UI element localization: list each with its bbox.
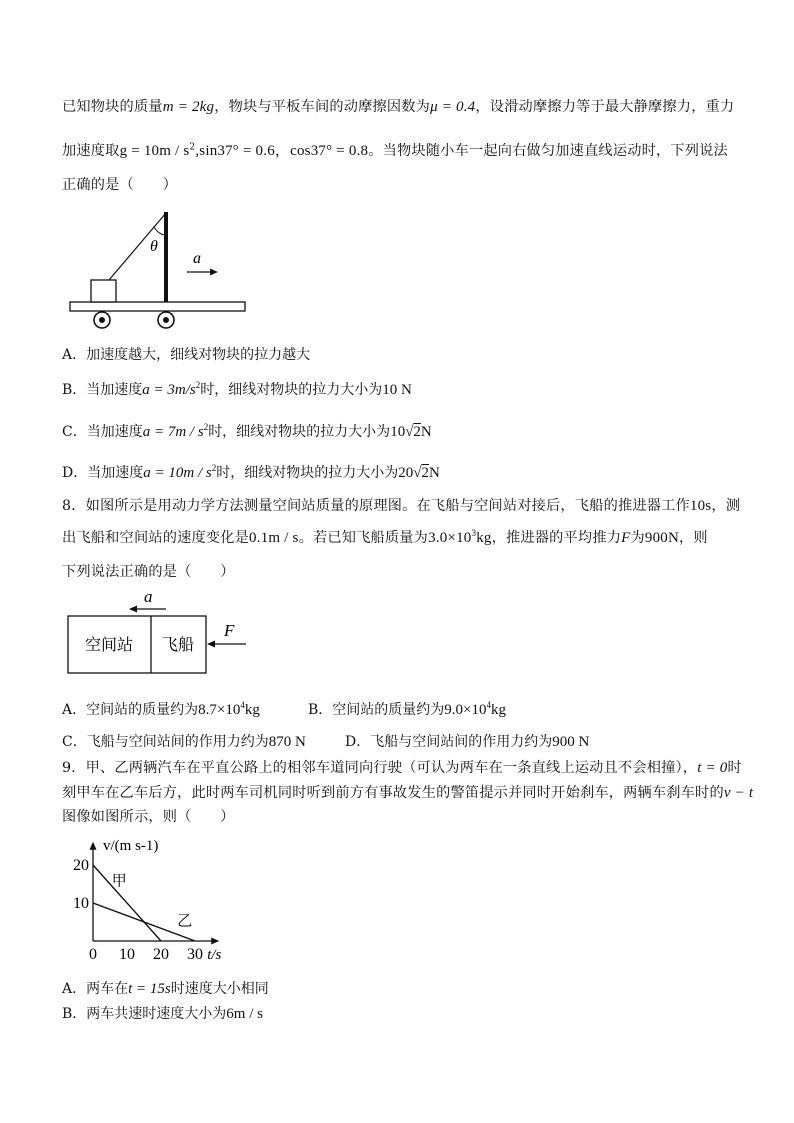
q9-text: 刻甲车在乙车后方，此时两车司机同时听到前方有事故发生的警笛提示并同时开始刹车，两辆车刹车时的: [62, 785, 724, 801]
q9-text: 时: [727, 760, 742, 776]
q8-line-1: [62, 495, 740, 515]
q7-option-a: A．加速度越大，细线对物块的拉力越大: [62, 347, 311, 363]
accel-arrow-head: [210, 269, 218, 276]
q7-stem-text: ，物块与平板车间的动摩擦因数为: [214, 99, 431, 115]
q8-text: 8．如图所示是用动力学方法测量空间站质量的原理图。在飞船与空间站对接后，飞船的推进器工作: [62, 498, 690, 514]
option-text: B．两车共速时速度大小为: [62, 1006, 227, 1022]
q7-cart-figure: [62, 205, 262, 335]
y-tick-label: 10: [73, 895, 89, 912]
coef: 20: [398, 465, 414, 481]
q8-accel-label: a: [144, 587, 153, 606]
q9-option-b: [62, 1003, 263, 1023]
q7-cos: ，cos37° = 0.8: [274, 143, 369, 159]
q7-b-answer: 10 N: [382, 382, 412, 398]
series-label-2: 乙: [177, 913, 193, 930]
q7-c-answer: 10√2N: [390, 424, 432, 440]
y-axis-label: v/(m s-1): [103, 838, 159, 854]
q8-option-a: [62, 699, 260, 719]
option-text: A．两车在: [62, 981, 129, 997]
q8-text: 为: [630, 530, 645, 546]
chart-axes: [90, 842, 220, 945]
q9-text: 9．甲、乙两辆汽车在平直公路上的相邻车道同向行驶（可认为两车在一条直线上运动且不会相撞），: [62, 760, 698, 776]
q8-option-c: [62, 731, 306, 751]
ship-label: 飞船: [161, 637, 195, 654]
x-axis-arrow: [211, 938, 219, 945]
q7-option-b: [62, 379, 412, 399]
unit: kg: [491, 702, 507, 718]
q7-mu: μ = 0.4: [430, 99, 476, 115]
q9-line-2: [62, 782, 753, 802]
q9-option-a: [62, 978, 269, 998]
cart-wheel-left-hub: [99, 317, 105, 323]
force-arrow-head: [207, 641, 215, 648]
x-axis-label: t/s: [207, 947, 222, 963]
y-axis-arrow: [90, 842, 97, 850]
option-text: D．飞船与空间站间的作用力约为: [345, 734, 553, 750]
x-tick-label: 20: [153, 946, 169, 963]
q8-force-value: 900N: [644, 530, 680, 546]
q8-text: ，测: [711, 498, 741, 514]
q7-option-d: D．当加速度$a = 10m / s^2$时，细线对物块的拉力大小为20√2N: [62, 463, 440, 481]
q7-stem-text: ，设滑动摩擦力等于最大静摩擦力，重力: [475, 99, 735, 115]
option-text: 时，细线对物块的拉力大小为: [208, 424, 391, 440]
series-line-1: [93, 865, 161, 941]
x-tick-label: 30: [187, 946, 203, 963]
q7-stem-text: 已知物块的质量: [62, 99, 163, 115]
cart-platform: [70, 302, 245, 311]
option-text: 时，细线对物块的拉力大小为: [200, 382, 383, 398]
q7-mass: m = 2kg: [162, 99, 215, 115]
option-text: 时，细线对物块的拉力大小为: [216, 465, 399, 481]
q8-line-2: [62, 527, 708, 547]
q9-vt: v − t: [723, 785, 754, 801]
exponent: 4: [486, 700, 492, 710]
q7-d-answer: 20√2N: [398, 465, 440, 481]
q8-time: 10s: [689, 498, 712, 514]
block: [91, 280, 116, 302]
option-text: C．飞船与空间站间的作用力约为: [62, 734, 269, 750]
q8-option-d: [345, 731, 589, 751]
q7-option-c: C．当加速度$a = 7m / s^2$时，细线对物块的拉力大小为10√2N: [62, 422, 432, 440]
q7-d-accel: a = 10m / s: [143, 465, 212, 481]
q9-t0: t = 0: [697, 760, 728, 776]
q7-b-accel: a = 3m/s: [142, 382, 196, 398]
unit: N: [420, 424, 432, 440]
q8-force-label: F: [224, 621, 235, 640]
angle-label: θ: [150, 238, 158, 255]
q7-c-accel: a = 7m / s: [142, 424, 204, 440]
q7-gravity: g = 10m / s: [119, 143, 190, 159]
coef: 10: [390, 424, 406, 440]
unit: N: [428, 465, 440, 481]
q9-line-3: 图像如图所示，则（ ）: [62, 809, 235, 825]
option-text: B．当加速度: [62, 382, 143, 398]
station-label: 空间站: [84, 637, 134, 654]
q9-vt-chart: [62, 832, 252, 972]
option-text: 时速度大小相同: [170, 981, 269, 997]
option-text: B．空间站的质量约为: [308, 702, 445, 718]
y-tick-label: 20: [73, 857, 89, 874]
value: 8.7×10: [198, 702, 241, 718]
q8-option-b: [308, 699, 506, 719]
value: 870 N: [268, 734, 306, 750]
q8-text: 出飞船和空间站的速度变化是: [62, 530, 250, 546]
q8-accel-arrow-head: [129, 606, 137, 613]
exponent: 3: [471, 528, 477, 538]
value: t = 15s: [128, 981, 171, 997]
q8-dv: 0.1m / s: [249, 530, 299, 546]
value: 6m / s: [226, 1006, 263, 1022]
q7-stem-line-1: [62, 96, 734, 116]
radicand: 2: [413, 424, 421, 440]
q9-line-1: [62, 757, 742, 777]
option-text: C．当加速度: [62, 424, 143, 440]
x-tick-label: 0: [89, 946, 97, 963]
q8-line-3: 下列说法正确的是（ ）: [62, 564, 235, 580]
accel-label: a: [193, 250, 201, 267]
cart-wheel-right-hub: [163, 317, 169, 323]
q7-sin: ,sin37° = 0.6: [195, 143, 275, 159]
radicand: 2: [421, 465, 429, 481]
q8-ship-mass: 3.0×10: [428, 530, 472, 546]
q7-stem-line-2: 加速度取$g = 10m / s^2,\sin 37^\circ = 0.6$，cos37° = 0.8。当物块随小车一起向右做匀加速直线运动时，下列说法: [62, 142, 728, 159]
option-text: A．空间站的质量约为: [62, 702, 199, 718]
q8-docking-figure: [62, 585, 262, 677]
value: 9.0×10: [444, 702, 487, 718]
option-text: D．当加速度: [62, 465, 144, 481]
q7-stem-text: 加速度取: [62, 143, 120, 159]
q8-force-symbol: F: [621, 530, 631, 546]
value: 900 N: [552, 734, 590, 750]
option-value: $a = 3m/s^2$: [142, 380, 201, 398]
q7-stem-text: 。当物块随小车一起向右做匀加速直线运动时，下列说法: [368, 143, 728, 159]
q8-text: 。若已知飞船质量为: [298, 530, 429, 546]
q8-text: ，推进器的平均推力: [491, 530, 622, 546]
x-tick-label: 10: [119, 946, 135, 963]
series-label-1: 甲: [111, 873, 127, 890]
q8-text: ，则: [679, 530, 708, 546]
unit: kg: [476, 530, 492, 546]
chart-labels: [73, 838, 222, 963]
q7-stem-line-3: 正确的是（ ）: [62, 177, 178, 193]
exponent: 4: [240, 700, 245, 710]
unit: kg: [244, 702, 260, 718]
